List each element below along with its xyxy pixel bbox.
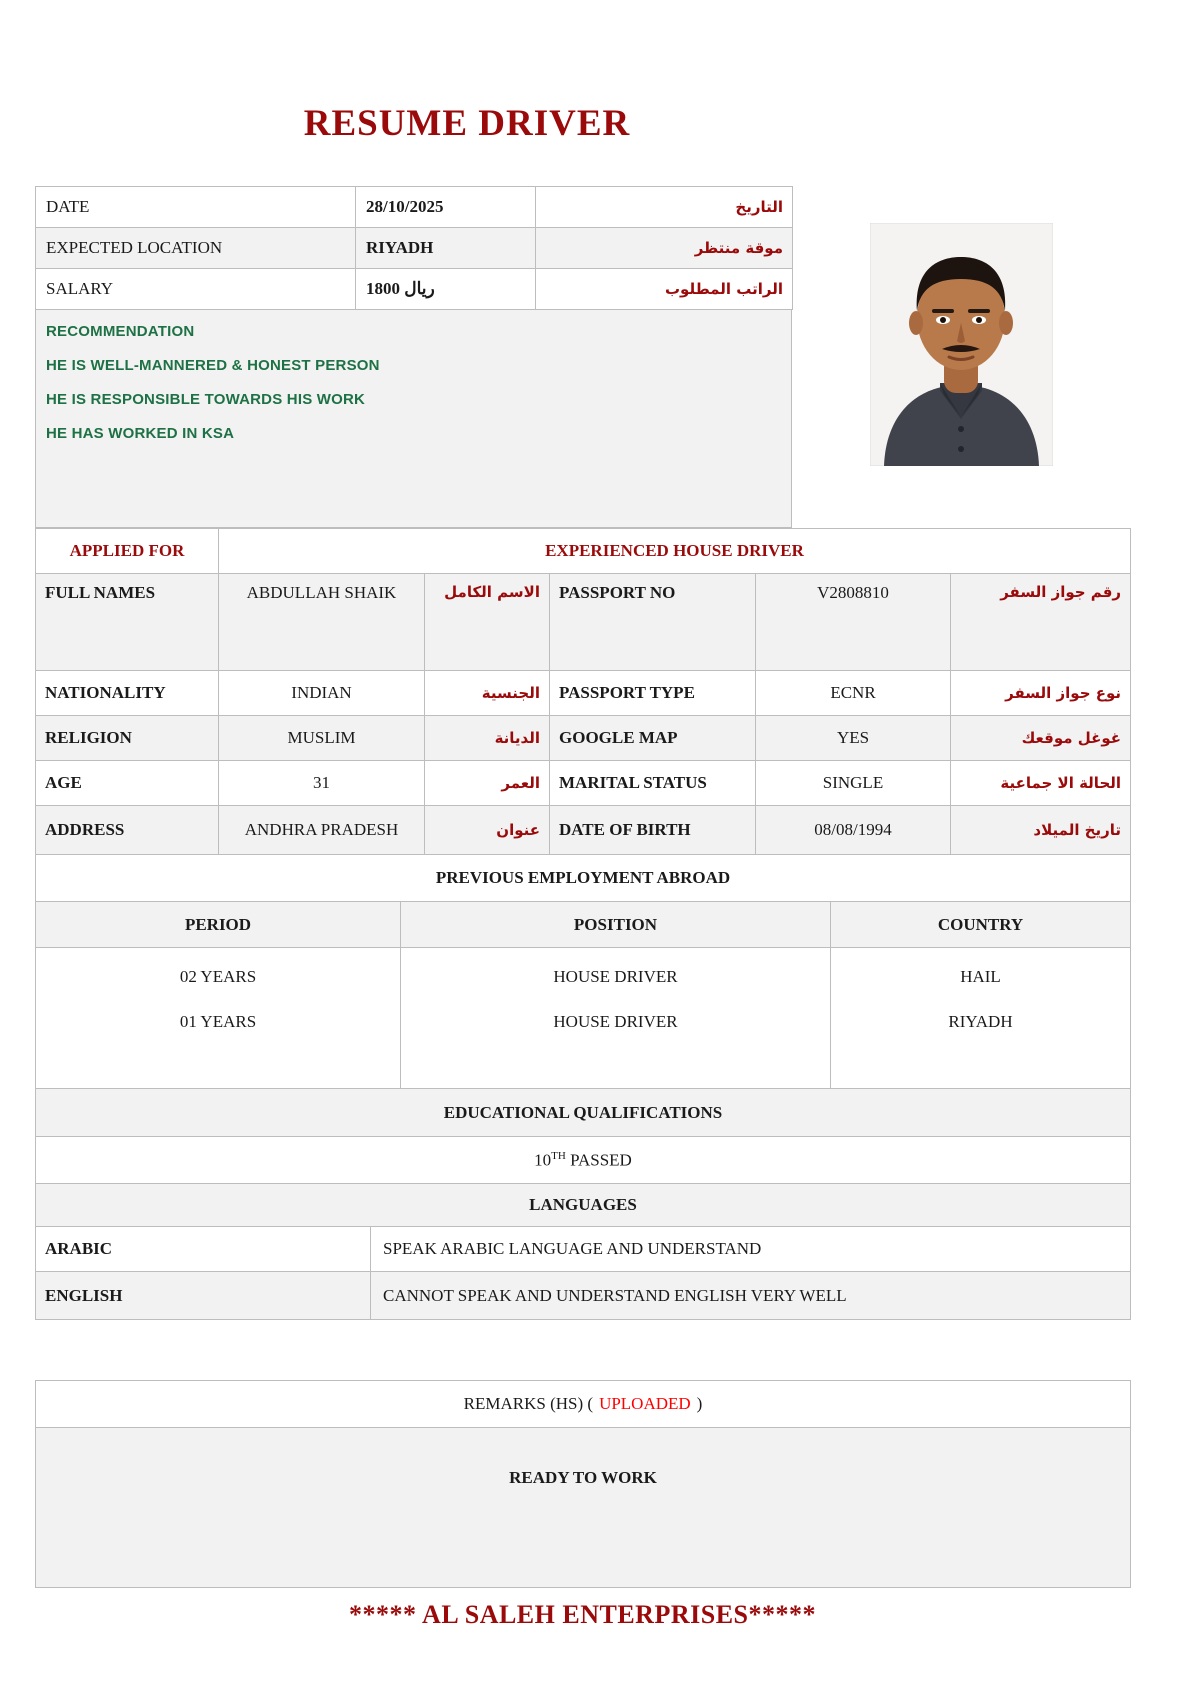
remarks-table <box>35 1380 1131 1588</box>
table-row-expected-location <box>36 228 793 269</box>
country-column-header: COUNTRY <box>831 902 1131 948</box>
passport-type-value: ECNR <box>756 671 951 716</box>
recommendation-heading: RECOMMENDATION <box>46 323 195 340</box>
full-names-label: FULL NAMES <box>36 574 219 671</box>
date-of-birth-label: DATE OF BIRTH <box>550 806 756 855</box>
table-row-address <box>36 806 1131 855</box>
education-value-number: 10 <box>534 1150 552 1170</box>
religion-label: RELIGION <box>36 716 219 761</box>
remarks-body-row <box>36 1428 1131 1588</box>
marital-status-label: MARITAL STATUS <box>550 761 756 806</box>
table-row-age <box>36 761 1131 806</box>
education-languages-table <box>35 1088 1131 1320</box>
remarks-suffix: ) <box>696 1394 703 1413</box>
nationality-label: NATIONALITY <box>36 671 219 716</box>
employment-period: 02 YEARS <box>179 967 257 986</box>
position-cells <box>401 948 831 1089</box>
education-value <box>36 1137 1131 1184</box>
google-map-label-arabic: غوغل موقعك <box>951 716 1131 761</box>
expected-location-value: RIYADH <box>356 228 536 269</box>
employment-header-row <box>36 902 1131 948</box>
remarks-line-text <box>36 1381 1131 1428</box>
employment-period: 01 YEARS <box>179 1012 257 1031</box>
page-title: RESUME DRIVER <box>303 103 631 144</box>
country-cells <box>831 948 1131 1089</box>
education-value-text: PASSED <box>565 1150 632 1170</box>
table-row-full-names <box>36 574 1131 671</box>
address-label-arabic: عنوان <box>425 806 550 855</box>
details-table <box>35 528 1131 902</box>
full-names-value: ABDULLAH SHAIK <box>219 574 425 671</box>
position-column-header: POSITION <box>401 902 831 948</box>
education-section-title: EDUCATIONAL QUALIFICATIONS <box>36 1089 1131 1137</box>
age-label-arabic: العمر <box>425 761 550 806</box>
remarks-prefix: REMARKS (HS) ( <box>463 1394 594 1413</box>
date-value: 28/10/2025 <box>356 187 536 228</box>
applied-for-label: APPLIED FOR <box>36 529 219 574</box>
table-row-nationality <box>36 671 1131 716</box>
employment-country: HAIL <box>960 967 1001 986</box>
languages-header-row <box>36 1184 1131 1227</box>
applied-for-value: EXPERIENCED HOUSE DRIVER <box>219 529 1131 574</box>
period-column-header: PERIOD <box>36 902 401 948</box>
salary-label-arabic: الراتب المطلوب <box>536 269 793 310</box>
expected-location-label: EXPECTED LOCATION <box>36 228 356 269</box>
date-of-birth-label-arabic: تاريخ الميلاد <box>951 806 1131 855</box>
passport-no-value: V2808810 <box>756 574 951 671</box>
nationality-label-arabic: الجنسية <box>425 671 550 716</box>
google-map-label: GOOGLE MAP <box>550 716 756 761</box>
remarks-header-row <box>36 1381 1131 1428</box>
age-value: 31 <box>219 761 425 806</box>
passport-no-label: PASSPORT NO <box>550 574 756 671</box>
arabic-language-label: ARABIC <box>36 1227 371 1272</box>
religion-label-arabic: الديانة <box>425 716 550 761</box>
company-footer: ***** AL SALEH ENTERPRISES***** <box>348 1600 816 1629</box>
period-cells <box>36 948 401 1089</box>
address-value: ANDHRA PRADESH <box>219 806 425 855</box>
expected-location-label-arabic: موقة منتظر <box>536 228 793 269</box>
table-row-religion <box>36 716 1131 761</box>
table-row-previous-employment-header <box>36 855 1131 902</box>
marital-status-label-arabic: الحالة الا جماعية <box>951 761 1131 806</box>
recommendation-line: HE IS RESPONSIBLE TOWARDS HIS WORK <box>46 391 366 408</box>
religion-value: MUSLIM <box>219 716 425 761</box>
education-value-ordinal: TH <box>551 1149 566 1162</box>
nationality-value: INDIAN <box>219 671 425 716</box>
education-value-row <box>36 1137 1131 1184</box>
table-row-arabic-language <box>36 1227 1131 1272</box>
applicant-photo-image <box>870 223 1053 466</box>
table-row-salary <box>36 269 793 310</box>
english-language-label: ENGLISH <box>36 1272 371 1320</box>
age-label: AGE <box>36 761 219 806</box>
address-label: ADDRESS <box>36 806 219 855</box>
date-of-birth-value: 08/08/1994 <box>756 806 951 855</box>
passport-type-label: PASSPORT TYPE <box>550 671 756 716</box>
employment-table <box>35 901 1131 1089</box>
google-map-value: YES <box>756 716 951 761</box>
passport-no-label-arabic: رقم جواز السفر <box>951 574 1131 671</box>
table-row-date <box>36 187 793 228</box>
education-header-row <box>36 1089 1131 1137</box>
marital-status-value: SINGLE <box>756 761 951 806</box>
remarks-uploaded-status: UPLOADED <box>599 1394 691 1413</box>
recommendation-line: HE IS WELL-MANNERED & HONEST PERSON <box>46 357 380 374</box>
table-row-english-language <box>36 1272 1131 1320</box>
employment-body-row <box>36 948 1131 1089</box>
date-label-arabic: التاريخ <box>536 187 793 228</box>
ready-to-work-text: READY TO WORK <box>36 1428 1131 1588</box>
recommendation-line: HE HAS WORKED IN KSA <box>46 425 235 442</box>
salary-value: ريال 1800 <box>356 269 536 310</box>
salary-label: SALARY <box>36 269 356 310</box>
full-names-label-arabic: الاسم الكامل <box>425 574 550 671</box>
previous-employment-section-title: PREVIOUS EMPLOYMENT ABROAD <box>36 855 1131 902</box>
header-info-table <box>35 186 793 310</box>
employment-country: RIYADH <box>948 1012 1013 1031</box>
languages-section-title: LANGUAGES <box>36 1184 1131 1227</box>
recommendation-block <box>35 310 792 528</box>
date-label: DATE <box>36 187 356 228</box>
employment-position: HOUSE DRIVER <box>553 967 678 986</box>
passport-type-label-arabic: نوع جواز السفر <box>951 671 1131 716</box>
table-row-applied-for <box>36 529 1131 574</box>
title-wrap <box>35 0 899 146</box>
employment-position: HOUSE DRIVER <box>553 1012 678 1031</box>
applicant-photo <box>870 223 1053 466</box>
english-language-value: CANNOT SPEAK AND UNDERSTAND ENGLISH VERY WELL <box>371 1272 1131 1320</box>
arabic-language-value: SPEAK ARABIC LANGUAGE AND UNDERSTAND <box>371 1227 1131 1272</box>
